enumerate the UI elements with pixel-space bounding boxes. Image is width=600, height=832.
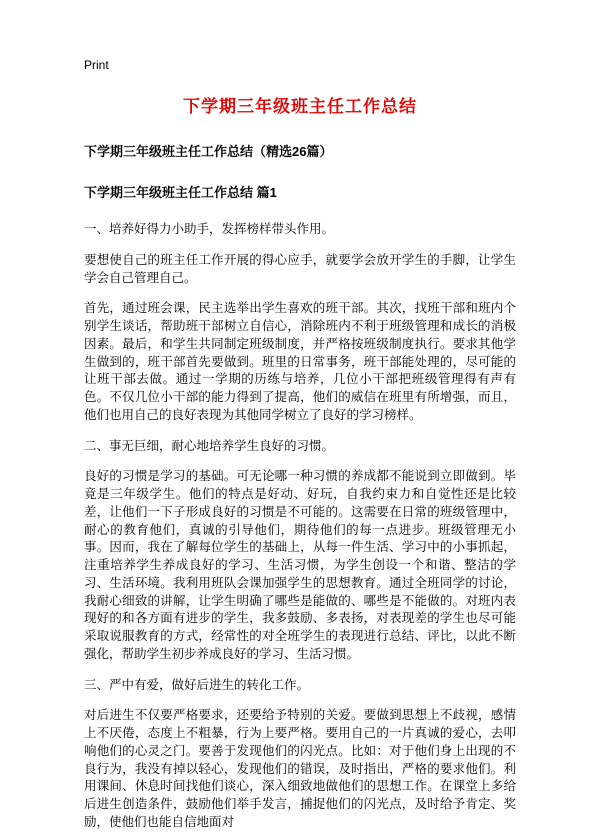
page-title: 下学期三年级班主任工作总结: [183, 97, 417, 116]
paragraph-point-2: 二、事无巨细，耐心地培养学生良好的习惯。: [84, 438, 335, 453]
paragraph-intro: 要想使自己的班主任工作开展的得心应手，就要学会放开学生的手脚，让学生学会自己管理自己。: [84, 252, 516, 285]
paragraph-body-3: 对后进生不仅要严格要求，还要给予特别的关爱。要做到思想上不歧视，感情上不厌倦，态度上不粗暴，行为上要严格。要用自己的一片真诚的爱心，去叩响他们的心灵之门。要善于发现他们的闪光点。比如：对于他们身上出现的不良行为，我没有掉以轻心，发现他们的错误，及时指出，严格的要求他们。利用课间、休息时间找他们谈心，深入细致地做他们的思想工作。在课堂上多给后进生创造条件，鼓励他们举手发言，捕捉他们的闪光点，及时给予肯定、奖励，使他们也能自信地面对: [84, 708, 516, 829]
paragraph-body-1: 首先，通过班会课，民主选举出学生喜欢的班干部。其次，找班干部和班内个别学生谈话，帮助班干部树立自信心，消除班内不利于班级管理和成长的消极因素。最后，和学生共同制定班级制度，并严格按班级制度执行。要求其他学生做到的，班干部首先要做到。班里的日常事务，班干部能处理的，尽可能的让班干部去做。通过一学期的历练与培养，几位小干部把班级管理得有声有色。不仅几位小干部的能力得到了提高，他们的威信在班里有所增强，而且，他们也用自己的良好表现为其他同学树立了良好的学习榜样。: [84, 301, 516, 422]
print-link[interactable]: Print: [84, 58, 109, 72]
page-subtitle: 下学期三年级班主任工作总结（精选26篇）: [84, 144, 333, 159]
paragraph-body-2: 良好的习惯是学习的基础。可无论哪一种习惯的养成都不能说到立即做到。毕竟是三年级学生。他们的特点是好动、好玩，自我约束力和自觉性还是比较差，让他们一下子形成良好的习惯是不可能的。这需要在日常的班级管理中，耐心的教育他们，真诚的引导他们，期待他们的每一点进步。班级管理无小事。因而，我在了解每位学生的基础上，从每一件生活、学习中的小事抓起，注重培养学生养成良好的学习、生活习惯，为学生创设一个和谐、整洁的学习、生活环境。我利用班队会课加强学生的思想教育。通过全班同学的讨论，我耐心细致的讲解，让学生明确了哪些是能做的、哪些是不能做的。对班内表现好的和各方面有进步的学生，我多鼓励、多表扬，对表现差的学生也尽可能采取说服教育的方式，经常性的对全班学生的表现进行总结、评比，以此不断强化，帮助学生初步养成良好的学习、生活习惯。: [84, 469, 516, 661]
paragraph-point-1: 一、培养好得力小助手，发挥榜样带头作用。: [84, 222, 335, 236]
paragraph-point-3: 三、严中有爱，做好后进生的转化工作。: [84, 677, 310, 692]
section-heading: 下学期三年级班主任工作总结 篇1: [84, 185, 277, 200]
